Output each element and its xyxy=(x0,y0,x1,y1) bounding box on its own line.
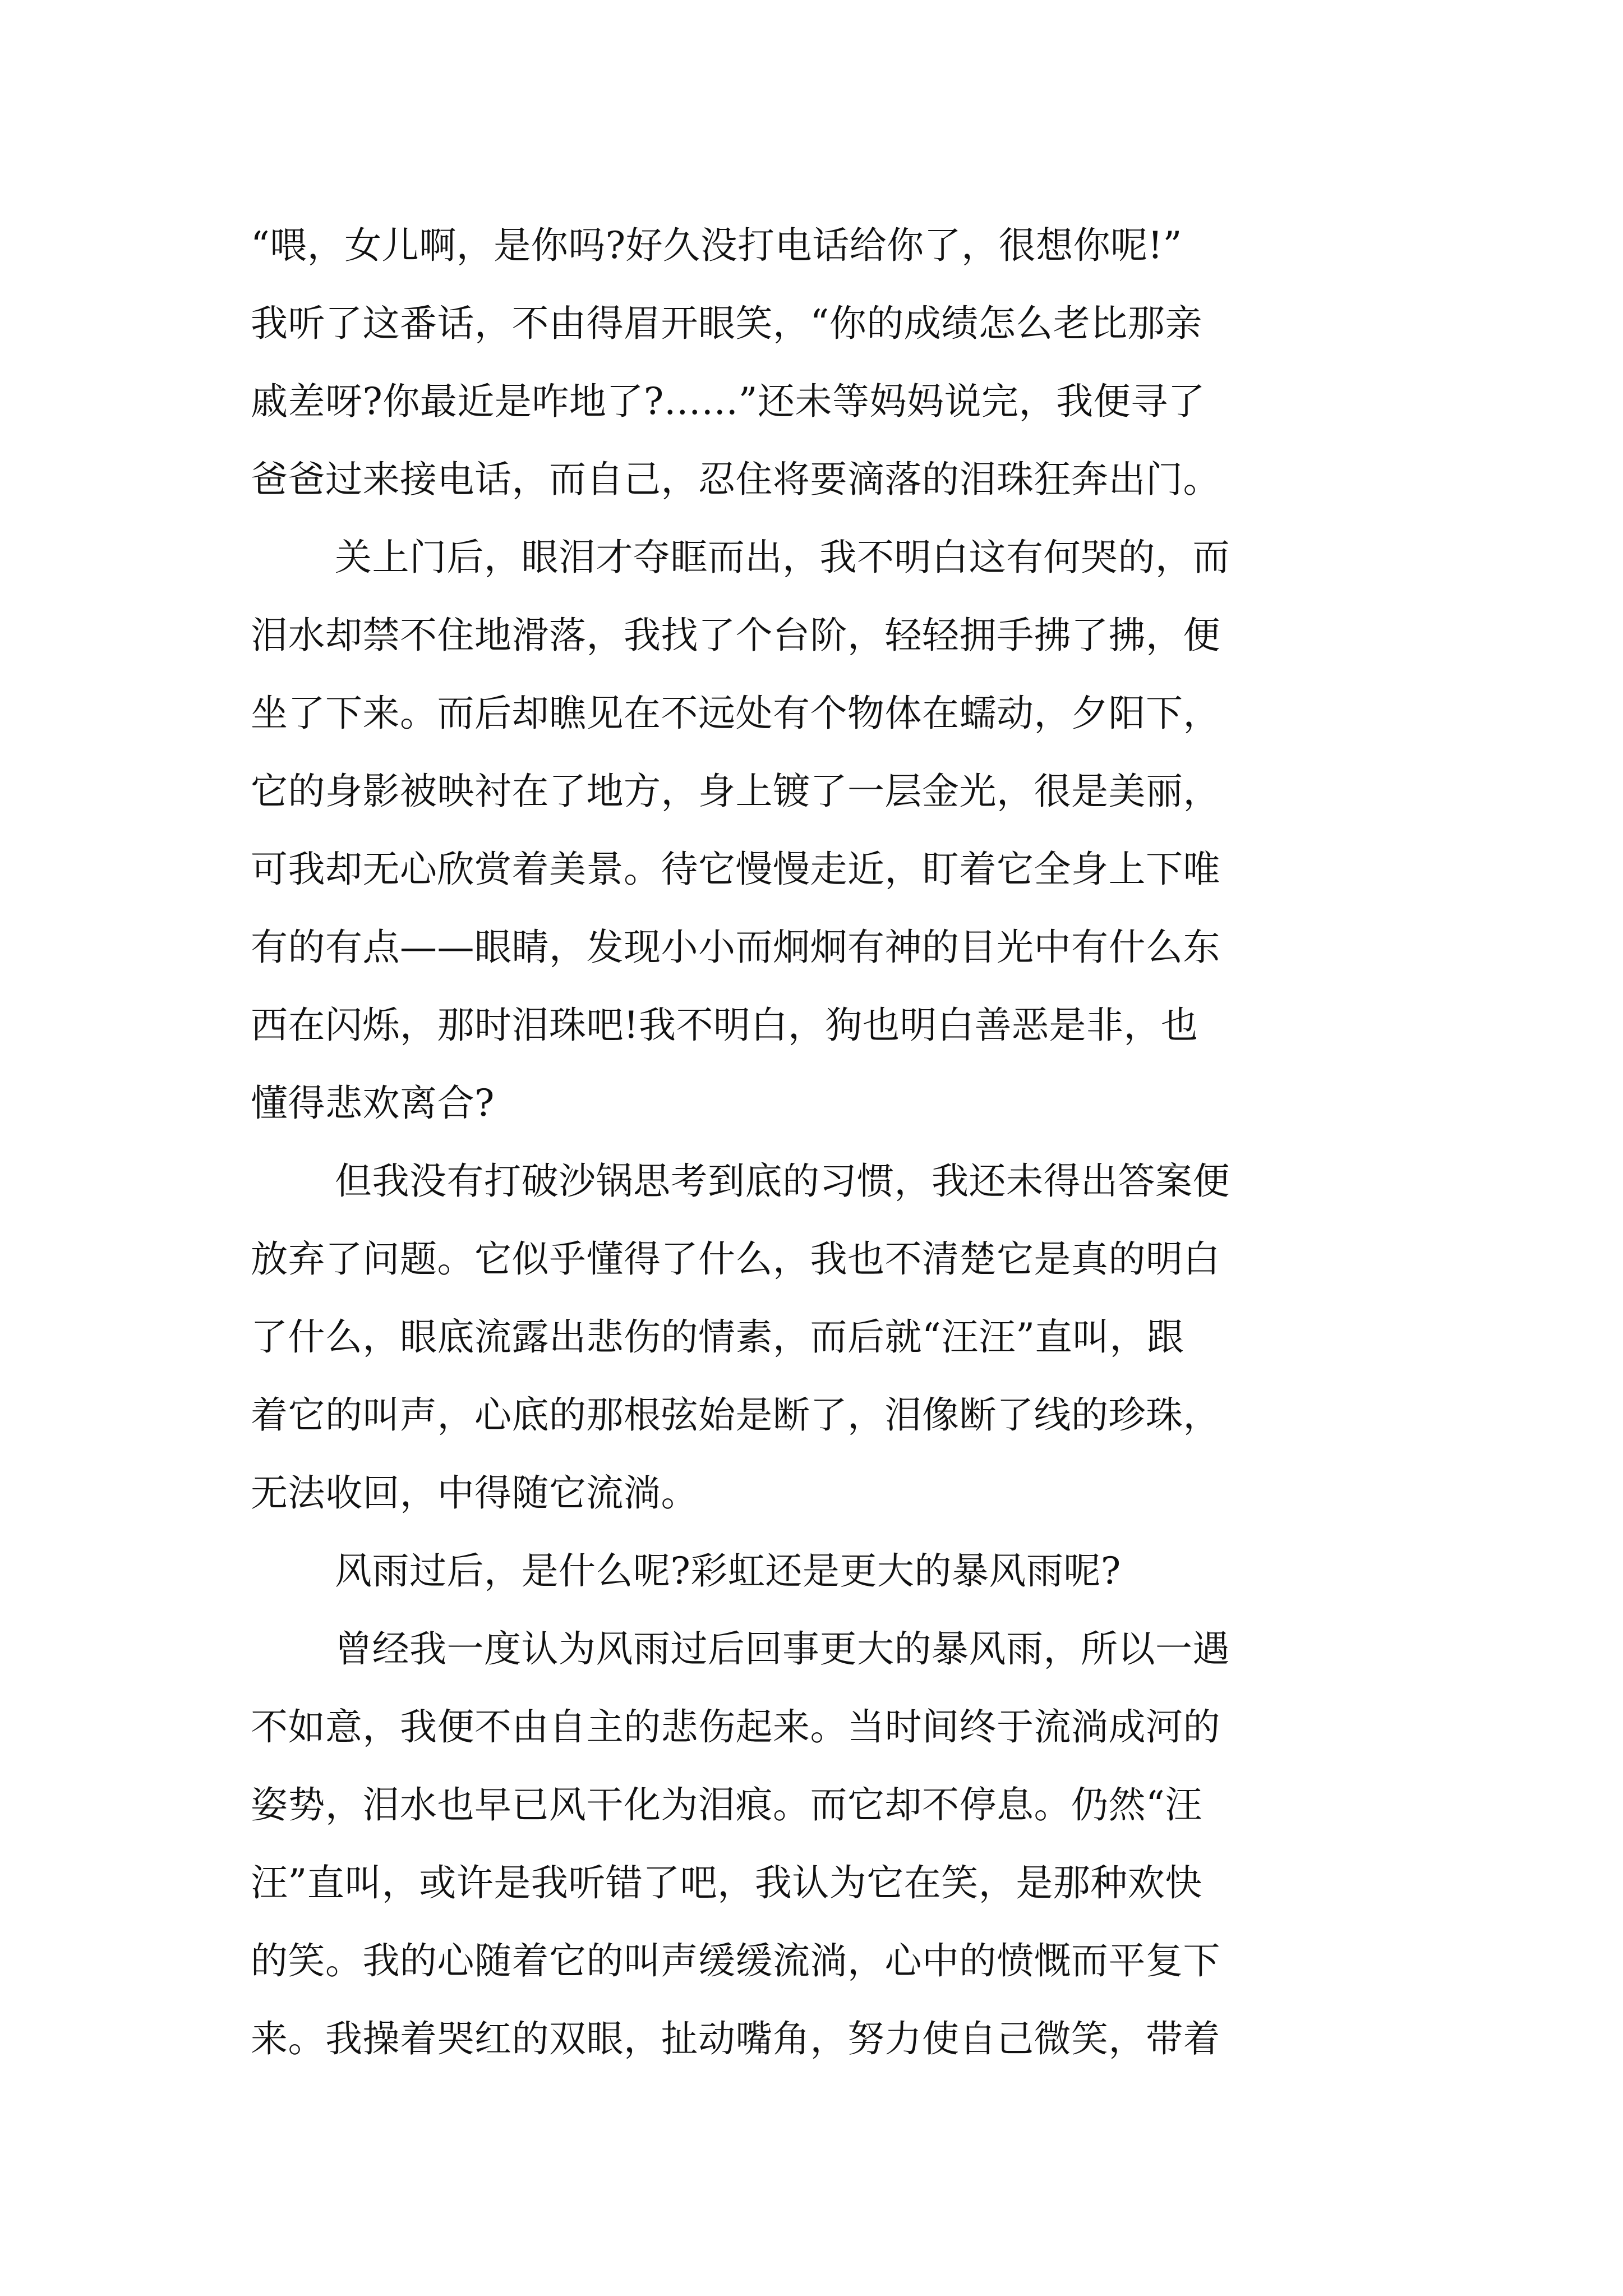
text-line: 坐了下来。而后却瞧见在不远处有个物体在蠕动，夕阳下， xyxy=(251,692,1220,735)
text-line: 无法收回，中得随它流淌。 xyxy=(251,1471,698,1515)
text-line: 我听了这番话，不由得眉开眼笑，“你的成绩怎么老比那亲 xyxy=(251,302,1202,345)
text-line: 但我没有打破沙锅思考到底的习惯，我还未得出答案便 xyxy=(335,1159,1230,1203)
text-line: 姿势，泪水也早已风干化为泪痕。而它却不停息。仍然“汪 xyxy=(251,1783,1202,1826)
text-line: 汪”直叫，或许是我听错了吧，我认为它在笑，是那种欢快 xyxy=(251,1861,1202,1904)
text-line: 放弃了问题。它似乎懂得了什么，我也不清楚它是真的明白 xyxy=(251,1237,1220,1281)
text-line: 有的有点——眼睛，发现小小而炯炯有神的目光中有什么东 xyxy=(251,926,1220,969)
text-line: 戚差呀?你最近是咋地了?……”还未等妈妈说完，我便寻了 xyxy=(251,380,1206,423)
text-line: “喂，女儿啊，是你吗?好久没打电话给你了，很想你呢!” xyxy=(251,224,1182,267)
text-line: 着它的叫声，心底的那根弦始是断了，泪像断了线的珍珠， xyxy=(251,1393,1220,1437)
text-line: 风雨过后，是什么呢?彩虹还是更大的暴风雨呢? xyxy=(335,1549,1121,1593)
body-text xyxy=(251,206,1395,2078)
text-line: 来。我操着哭红的双眼，扯动嘴角，努力使自己微笑，带着 xyxy=(251,2017,1220,2060)
text-line: 西在闪烁，那时泪珠吧!我不明白，狗也明白善恶是非，也 xyxy=(251,1004,1198,1047)
text-line: 懂得悲欢离合? xyxy=(251,1082,495,1125)
text-line: 爸爸过来接电话，而自己，忍住将要滴落的泪珠狂奔出门。 xyxy=(251,458,1220,501)
text-line: 不如意，我便不由自主的悲伤起来。当时间终于流淌成河的 xyxy=(251,1705,1220,1749)
text-line: 的笑。我的心随着它的叫声缓缓流淌，心中的愤慨而平复下 xyxy=(251,1939,1220,1982)
text-line: 曾经我一度认为风雨过后回事更大的暴风雨，所以一遇 xyxy=(335,1627,1230,1671)
text-line: 可我却无心欣赏着美景。待它慢慢走近，盯着它全身上下唯 xyxy=(251,848,1220,891)
text-line: 关上门后，眼泪才夺眶而出，我不明白这有何哭的，而 xyxy=(335,536,1230,579)
text-line: 泪水却禁不住地滑落，我找了个台阶，轻轻拥手拂了拂，便 xyxy=(251,614,1220,657)
text-line: 了什么，眼底流露出悲伤的情素，而后就“汪汪”直叫，跟 xyxy=(251,1315,1184,1359)
text-line: 它的身影被映衬在了地方，身上镀了一层金光，很是美丽， xyxy=(251,770,1220,813)
